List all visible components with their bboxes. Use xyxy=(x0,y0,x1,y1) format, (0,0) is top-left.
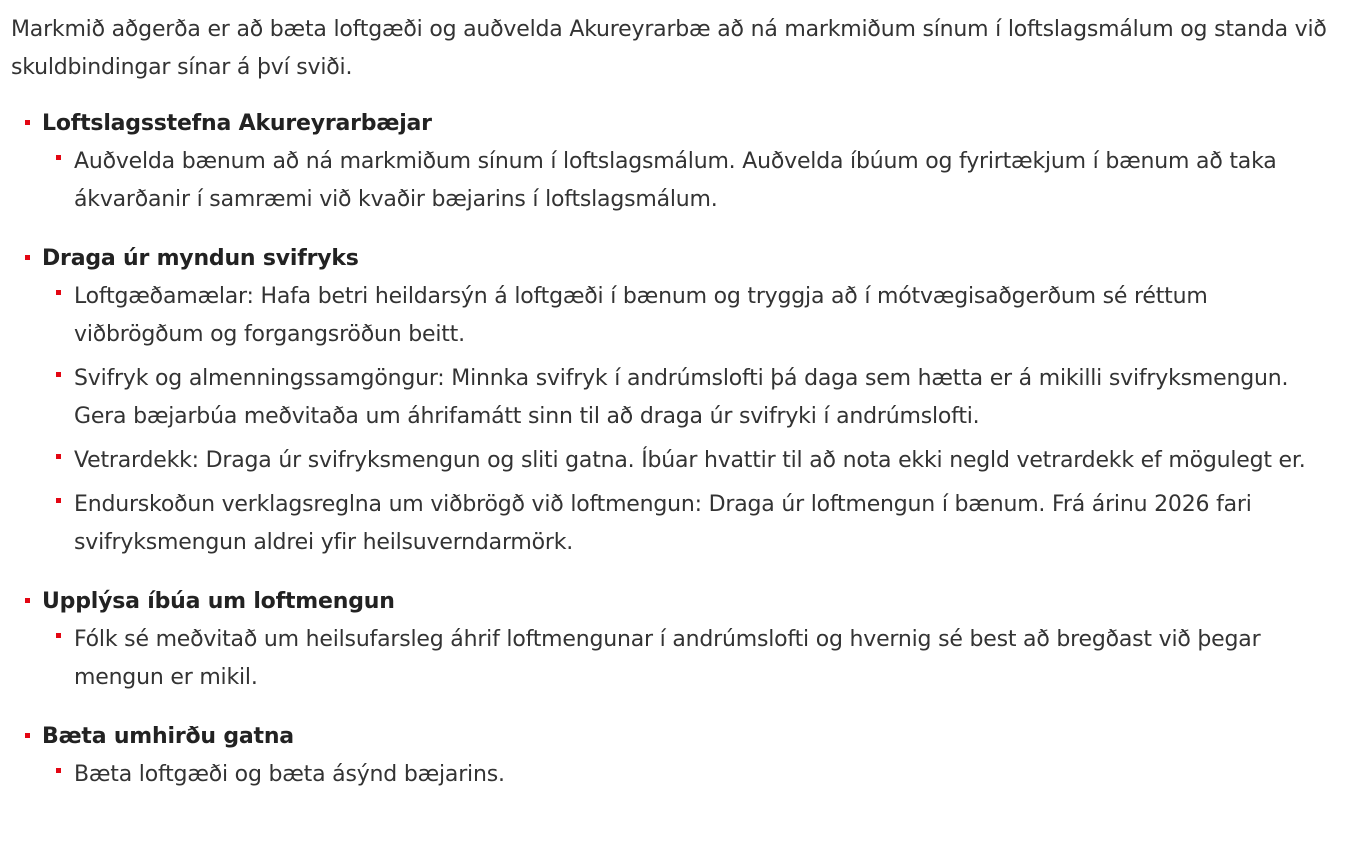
section-title: Loftslagsstefna Akureyrarbæjar xyxy=(42,111,432,136)
list-item-text: Loftgæðamælar: Hafa betri heildarsýn á loftgæði í bænum og tryggja að í mótvægisaðgerðum sé réttum viðbrögðum og forgangsröðun beitt. xyxy=(74,284,1208,347)
red-square-bullet-icon xyxy=(25,733,30,738)
red-square-bullet-icon xyxy=(56,498,61,503)
list-item xyxy=(42,360,1337,436)
red-square-bullet-icon xyxy=(56,633,61,638)
list-item-text: Endurskoðun verklagsreglna um viðbrögð við loftmengun: Draga úr loftmengun í bænum. Frá árinu 2026 fari svifryksmengun aldrei yfir heilsuverndarmörk. xyxy=(74,492,1252,555)
action-sections-list xyxy=(11,107,1366,794)
section-title: Bæta umhirðu gatna xyxy=(42,724,294,749)
section-items xyxy=(42,143,1366,219)
section-umhirda xyxy=(11,720,1366,794)
list-item xyxy=(42,756,1337,794)
red-square-bullet-icon xyxy=(56,155,61,160)
red-square-bullet-icon xyxy=(25,120,30,125)
list-item xyxy=(42,442,1337,480)
list-item-text: Fólk sé meðvitað um heilsufarsleg áhrif loftmengunar í andrúmslofti og hvernig sé best að bregðast við þegar mengun er mikil. xyxy=(74,627,1261,690)
list-item-text: Bæta loftgæði og bæta ásýnd bæjarins. xyxy=(74,762,505,787)
section-items xyxy=(42,621,1366,697)
list-item-text: Svifryk og almenningssamgöngur: Minnka svifryk í andrúmslofti þá daga sem hætta er á mikilli svifryksmengun. Gera bæjarbúa meðvitaða um áhrifamátt sinn til að draga úr svifryki í andrúmslofti. xyxy=(74,366,1289,429)
list-item-text: Auðvelda bænum að ná markmiðum sínum í loftslagsmálum. Auðvelda íbúum og fyrirtækjum í bænum að taka ákvarðanir í samræmi við kvaðir bæjarins í loftslagsmálum. xyxy=(74,149,1277,212)
section-upplysa xyxy=(11,585,1366,697)
red-square-bullet-icon xyxy=(56,372,61,377)
section-title: Upplýsa íbúa um loftmengun xyxy=(42,589,395,614)
red-square-bullet-icon xyxy=(25,255,30,260)
section-svifryk xyxy=(11,242,1366,562)
intro-paragraph: Markmið aðgerða er að bæta loftgæði og auðvelda Akureyrarbæ að ná markmiðum sínum í loftslagsmálum og standa við skuldbindingar sínar á því sviði. xyxy=(11,17,1327,80)
list-item-text: Vetrardekk: Draga úr svifryksmengun og sliti gatna. Íbúar hvattir til að nota ekki negld vetrardekk ef mögulegt er. xyxy=(74,448,1306,473)
red-square-bullet-icon xyxy=(56,290,61,295)
list-item xyxy=(42,621,1337,697)
list-item xyxy=(42,278,1337,354)
red-square-bullet-icon xyxy=(56,454,61,459)
list-item xyxy=(42,143,1337,219)
section-items xyxy=(42,278,1366,562)
list-item xyxy=(42,486,1337,562)
section-title: Draga úr myndun svifryks xyxy=(42,246,359,271)
section-loftslagsstefna xyxy=(11,107,1366,219)
red-square-bullet-icon xyxy=(25,598,30,603)
red-square-bullet-icon xyxy=(56,768,61,773)
section-items xyxy=(42,756,1366,794)
